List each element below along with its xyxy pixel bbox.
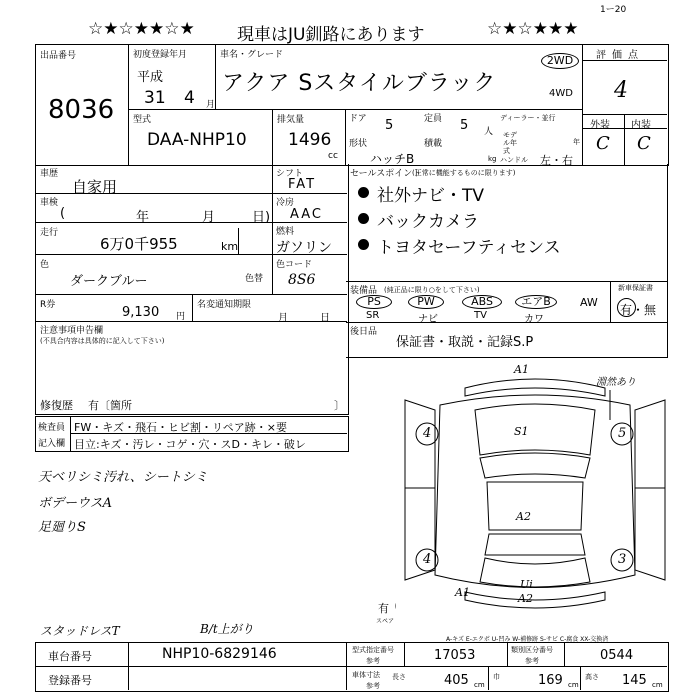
- size-label: 車体寸法: [352, 671, 380, 679]
- class-code-value: 0544: [600, 648, 634, 663]
- color-code-value: 8S6: [288, 272, 316, 288]
- car-name-label: 車名・グレード: [220, 50, 284, 60]
- color-value: ダークブルー: [70, 274, 148, 289]
- remark-line-5: B/t上がり: [200, 622, 254, 636]
- class-code-ref: 参考: [525, 657, 539, 665]
- repair-close: 〕: [334, 399, 345, 412]
- recycle-unit: 円: [176, 312, 186, 322]
- load-label: 積載: [424, 139, 443, 149]
- ac-value: AAC: [290, 207, 323, 222]
- name-change-label: 名変通知期限: [197, 300, 252, 310]
- color-change-label: 色替: [245, 274, 264, 284]
- displacement-label: 排気量: [277, 115, 305, 125]
- model-year-unit: 年: [573, 138, 580, 146]
- remark-line-1: 天ベリシミ汚れ、シートシミ: [38, 470, 208, 485]
- remark-line-2: ボデーウスA: [38, 496, 112, 511]
- chassis-label: 車台番号: [48, 650, 92, 663]
- mileage-value: 6万0千955: [100, 235, 178, 253]
- equip-aw: AW: [580, 296, 598, 309]
- dealer-label: ディーラー・並行: [500, 114, 556, 122]
- warranty-circle: [617, 298, 636, 317]
- info-frame: [35, 164, 349, 415]
- spare-label: スペア: [376, 618, 395, 625]
- history-label: 車歴: [40, 169, 59, 179]
- inspector-row-1: FW・キズ・飛石・ヒビ割・リペア跡・×要: [74, 421, 287, 434]
- remark-line-3: 足廻りS: [38, 520, 86, 535]
- model-value: DAA-NHP10: [147, 130, 247, 150]
- fuel-value: ガソリン: [276, 240, 332, 256]
- equip-navi: ナビ: [418, 314, 438, 325]
- damage-legend: A-キズ E-エクボ U-凹み W-補修跡 S-サビ C-腐食 XX-交換済: [446, 636, 609, 643]
- equip-pw-label: PW: [417, 295, 435, 308]
- inspection-month: 月: [202, 210, 216, 225]
- sales-bullet-1: [358, 187, 369, 198]
- tire-front-left: 4: [423, 426, 432, 441]
- registration-month-unit: 月: [206, 100, 216, 110]
- inspector-label-2: 記入欄: [38, 439, 66, 449]
- handle-label: ハンドル: [500, 156, 528, 164]
- diagram-a1-top: A1: [514, 363, 529, 376]
- height-value: 145: [622, 673, 647, 688]
- diagram-note: 淵然あり: [596, 377, 636, 388]
- car-damage-diagram: [395, 360, 675, 625]
- header-title: 現車はJU釧路にあります: [237, 25, 425, 45]
- inspector-row-2: 目立:キズ・汚レ・コゲ・穴・スD・キレ・破レ: [74, 438, 306, 451]
- remark-line-4: スタッドレスT: [40, 624, 120, 638]
- class-code-label: 類別区分番号: [511, 646, 553, 654]
- equip-pw: [408, 295, 444, 309]
- recycle-label: R券: [40, 300, 56, 310]
- registration-era: 平成: [137, 70, 164, 85]
- diagram-a1-side: A1: [455, 586, 470, 599]
- tire-front-right: 5: [618, 426, 627, 441]
- inspector-label-1: 検査員: [38, 423, 66, 433]
- notes-sub: (不具合内容は具体的に記入して下さい): [40, 337, 165, 345]
- drive-2wd: [541, 53, 579, 69]
- equip-airbag: [515, 295, 557, 309]
- registration-year: 31: [144, 88, 166, 108]
- equip-abs: [462, 295, 502, 309]
- car-name: アクア Sスタイルブラック: [222, 71, 497, 96]
- capacity-unit: 人: [484, 127, 494, 137]
- registration-month: 4: [184, 88, 195, 108]
- notes-label: 注意事項申告欄: [40, 326, 104, 336]
- repair-value: 有〔箇所: [88, 399, 132, 412]
- equip-tv: TV: [474, 310, 487, 321]
- interior-label: 内装: [631, 120, 651, 131]
- name-change-day: 日: [320, 313, 330, 324]
- tire-rear-left: 4: [423, 552, 432, 567]
- model-year-label: モデル年式: [503, 131, 517, 155]
- shift-label: シフト: [276, 169, 304, 179]
- color-label: 色: [40, 260, 50, 270]
- chassis-value: NHP10-6829146: [162, 646, 277, 662]
- after-value: 保証書・取説・記録S.P: [396, 335, 534, 350]
- equipment-label: 装備品: [350, 286, 378, 296]
- displacement-value: 1496: [288, 130, 332, 150]
- lot-number: 8036: [48, 95, 115, 125]
- shape-label: 形状: [349, 139, 368, 149]
- doors-label: ドア: [349, 114, 367, 124]
- length-value: 405: [444, 673, 469, 688]
- shift-value: FAT: [288, 177, 317, 192]
- size-ref: 参考: [366, 682, 380, 690]
- diagram-a2-bottom: A2: [518, 592, 533, 605]
- sales-item-1: 社外ナビ・TV: [377, 186, 485, 206]
- model-code-value: 17053: [434, 648, 476, 663]
- evaluation-label: 評価点: [596, 50, 644, 61]
- width-value: 169: [538, 673, 563, 688]
- interior-value: C: [637, 133, 651, 154]
- width-unit: cm: [568, 681, 579, 689]
- width-label: 巾: [493, 673, 500, 681]
- height-label: 高さ: [585, 673, 599, 681]
- mileage-label: 走行: [40, 228, 59, 238]
- evaluation-score: 4: [614, 78, 628, 103]
- inspection-label: 車検: [40, 198, 59, 208]
- inspection-day: 日): [252, 210, 271, 225]
- warranty-label: 新車保証書: [618, 284, 653, 292]
- equip-abs-label: ABS: [471, 295, 493, 308]
- diagram-s1: S1: [514, 425, 529, 438]
- equip-sr: SR: [366, 310, 380, 321]
- drive-2wd-label: 2WD: [546, 54, 574, 67]
- history-value: 自家用: [72, 178, 118, 196]
- displacement-unit: cc: [328, 151, 338, 161]
- color-code-label: 色コード: [276, 260, 313, 270]
- model-label: 型式: [133, 115, 152, 125]
- sales-label: セールスポイント: [350, 169, 422, 179]
- recycle-value: 9,130: [122, 305, 160, 320]
- drive-4wd: 4WD: [549, 88, 573, 99]
- handle-value: 左・右: [540, 154, 573, 167]
- fuel-label: 燃料: [276, 227, 295, 237]
- equipment-note: (純正品に限り○をして下さい): [384, 286, 480, 294]
- inspection-open: (: [60, 206, 66, 221]
- warranty-value: 有・無: [620, 303, 657, 317]
- shape-value: ハッチB: [370, 152, 415, 166]
- equip-ps: [356, 295, 392, 309]
- header-stars-right: ☆★☆★★★: [487, 19, 579, 39]
- load-unit: kg: [488, 155, 497, 163]
- registration-label: 初度登録年月: [133, 50, 188, 60]
- equip-airbag-label: エアB: [521, 295, 551, 308]
- sales-item-2: バックカメラ: [377, 212, 479, 232]
- length-label: 長さ: [392, 673, 406, 681]
- equip-leather: カワ: [524, 314, 544, 325]
- exterior-value: C: [596, 133, 610, 154]
- register-label: 登録番号: [48, 674, 92, 687]
- exterior-label: 外装: [590, 120, 610, 131]
- inspection-year: 年: [136, 210, 150, 225]
- mileage-unit: km: [221, 240, 239, 253]
- repair-label: 修復歴: [40, 399, 73, 412]
- model-code-ref: 参考: [366, 657, 380, 665]
- ac-label: 冷房: [276, 198, 295, 208]
- spare-mark: 有: [378, 602, 389, 615]
- header-corner: 1ー20: [600, 5, 627, 15]
- sales-bullet-2: [358, 213, 369, 224]
- capacity-value: 5: [460, 118, 469, 133]
- model-code-label: 型式指定番号: [352, 646, 394, 654]
- after-label: 後日品: [350, 327, 378, 337]
- lot-label: 出品番号: [40, 51, 77, 61]
- capacity-label: 定員: [424, 114, 443, 124]
- length-unit: cm: [474, 681, 485, 689]
- name-change-month: 月: [278, 313, 288, 324]
- diagram-a2: A2: [516, 510, 531, 523]
- diagram-u1: Ui: [520, 578, 533, 591]
- tire-rear-right: 3: [618, 552, 627, 567]
- height-unit: cm: [652, 681, 663, 689]
- doors-value: 5: [385, 118, 394, 133]
- equip-ps-label: PS: [367, 295, 381, 308]
- sales-item-3: トヨタセーフティセンス: [377, 238, 561, 258]
- sales-note: (正常に機能するものに限ります): [412, 169, 516, 177]
- sales-bullet-3: [358, 239, 369, 250]
- header-stars-left: ☆★☆★★☆★: [88, 19, 195, 39]
